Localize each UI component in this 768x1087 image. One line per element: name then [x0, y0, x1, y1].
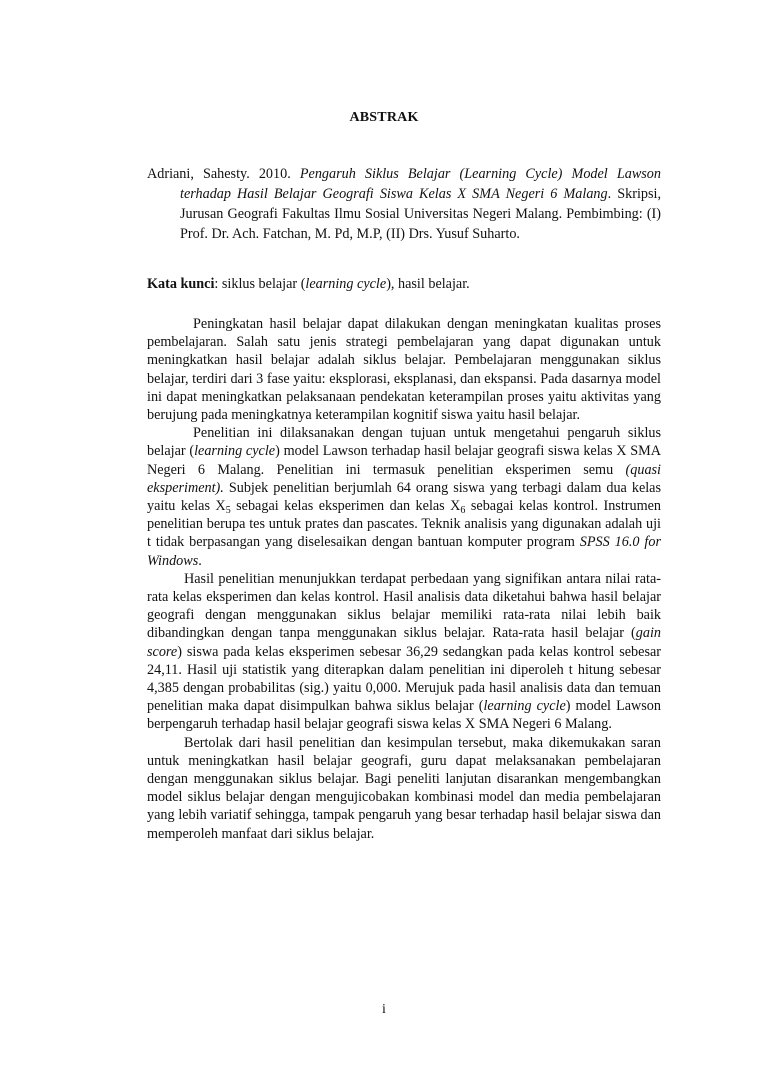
p2-text-f: sebagai kelas eksperimen dan kelas X: [230, 498, 461, 515]
p2-text-c: ) model Lawson terhadap hasil belajar geografi siswa kelas X SMA Negeri 6 Malang. Penelitian ini termasuk penelitian eksperimen semu: [147, 443, 661, 478]
p2-text-e: Subjek penelitian berjumlah 64 orang siswa yang terbagi dalam dua kelas yaitu kelas X: [147, 479, 661, 515]
p2-term-quasi: (quasi eksperiment).: [147, 461, 661, 496]
p3-term-gain-score: gain score: [147, 625, 661, 660]
p2-text-a: Penelitian ini dilaksanakan dengan tujuan untuk mengetahui pengaruh siklus belajar (: [147, 425, 661, 460]
keywords-text-2: ), hasil belajar.: [386, 276, 470, 292]
page-title: ABSTRAK: [349, 110, 419, 125]
p2-text-g: sebagai kelas kontrol. Instrumen penelitian berupa tes untuk prates dan pascates. Teknik analisis yang digunakan adalah uji t tidak berpasangan yang diselesaikan dengan bantuan komputer program: [147, 498, 662, 551]
p3-text-a: Hasil penelitian menunjukkan terdapat perbedaan yang signifikan antara nilai rata-rata kelas eksperimen dan kelas kontrol. Hasil analisis data diketahui bahwa hasil belajar geografi dengan menggunakan siklus belajar memiliki rata-rata nilai lebih baik dibandingkan dengan tanpa menggunakan siklus belajar. Rata-rata hasil belajar (: [147, 570, 661, 642]
citation-author-year: Adriani, Sahesty. 2010.: [147, 166, 300, 182]
citation-details: Skripsi, Jurusan Geografi Fakultas Ilmu Sosial Universitas Negeri Malang. Pembimbing: (I) Prof. Dr. Ach. Fatchan, M. Pd, M.P, (II) Drs. Yusuf Suharto.: [180, 186, 662, 243]
p2-subscript-6: 6: [460, 505, 466, 517]
paragraph-2: [147, 424, 661, 570]
p2-term-spss: SPSS 16.0 for Windows: [147, 534, 661, 569]
citation-thesis-title: Pengaruh Siklus Belajar (Learning Cycle) Model Lawson terhadap Hasil Belajar Geografi Siswa Kelas X SMA Negeri 6 Malang: [180, 166, 661, 203]
keywords-term: learning cycle: [305, 276, 387, 292]
page-number: i: [382, 1002, 386, 1017]
citation: [147, 164, 661, 244]
p3-text-c: ) siswa pada kelas eksperimen sebesar 36,29 sedangkan pada kelas kontrol sebesar 24,11. Hasil uji statistik yang diterapkan dalam penelitian ini diperoleh t hitung sebesar 4,385 dengan probabilitas (sig.) yaitu 0,000. Merujuk pada hasil analisis data dan temuan penelitian maka dapat disimpulkan bahwa siklus belajar (: [147, 643, 661, 715]
p3-text-e: ) model Lawson berpengaruh terhadap hasil belajar geografi siswa kelas X SMA Negeri 6 Malang.: [147, 698, 661, 733]
paragraph-4: Bertolak dari hasil penelitian dan kesimpulan tersebut, maka dikemukakan saran untuk meningkatkan hasil belajar geografi, guru dapat melaksanakan pembelajaran dengan menggunakan siklus belajar. Bagi peneliti lanjutan disarankan mengembangkan model siklus belajar dengan mengujicobakan kombinasi model dan media pembelajaran yang lebih variatif sehingga, tampak pengaruh yang besar terhadap hasil belajar siswa dan memperoleh manfaat dari siklus belajar.: [147, 734, 661, 842]
citation-period: .: [607, 186, 618, 203]
keywords: [147, 274, 661, 294]
p2-subscript-5: 5: [225, 505, 231, 517]
paragraph-1: Peningkatan hasil belajar dapat dilakukan dengan meningkatan kualitas proses pembelajaran. Salah satu jenis strategi pembelajaran yang dapat digunakan untuk meningkatkan hasil belajar adalah siklus belajar. Pembelajaran menggunakan siklus belajar, terdiri dari 3 fase yaitu: eksplorasi, eksplanasi, dan ekspansi. Pada dasarnya model ini dapat meningkatkan pelaksanaan pendekatan keterampilan proses yaitu aktivitas yang berujung pada meningkatnya keterampilan kognitif siswa yaitu hasil belajar.: [147, 316, 661, 424]
abstract-body: [147, 315, 661, 843]
keywords-label: Kata kunci: [147, 276, 215, 292]
paragraph-3: [147, 570, 661, 734]
keywords-text-1: : siklus belajar (: [214, 276, 306, 292]
p3-term-learning-cycle: learning cycle: [483, 698, 566, 715]
p2-term-learning-cycle: learning cycle: [194, 443, 276, 460]
p2-text-i: .: [198, 552, 202, 569]
